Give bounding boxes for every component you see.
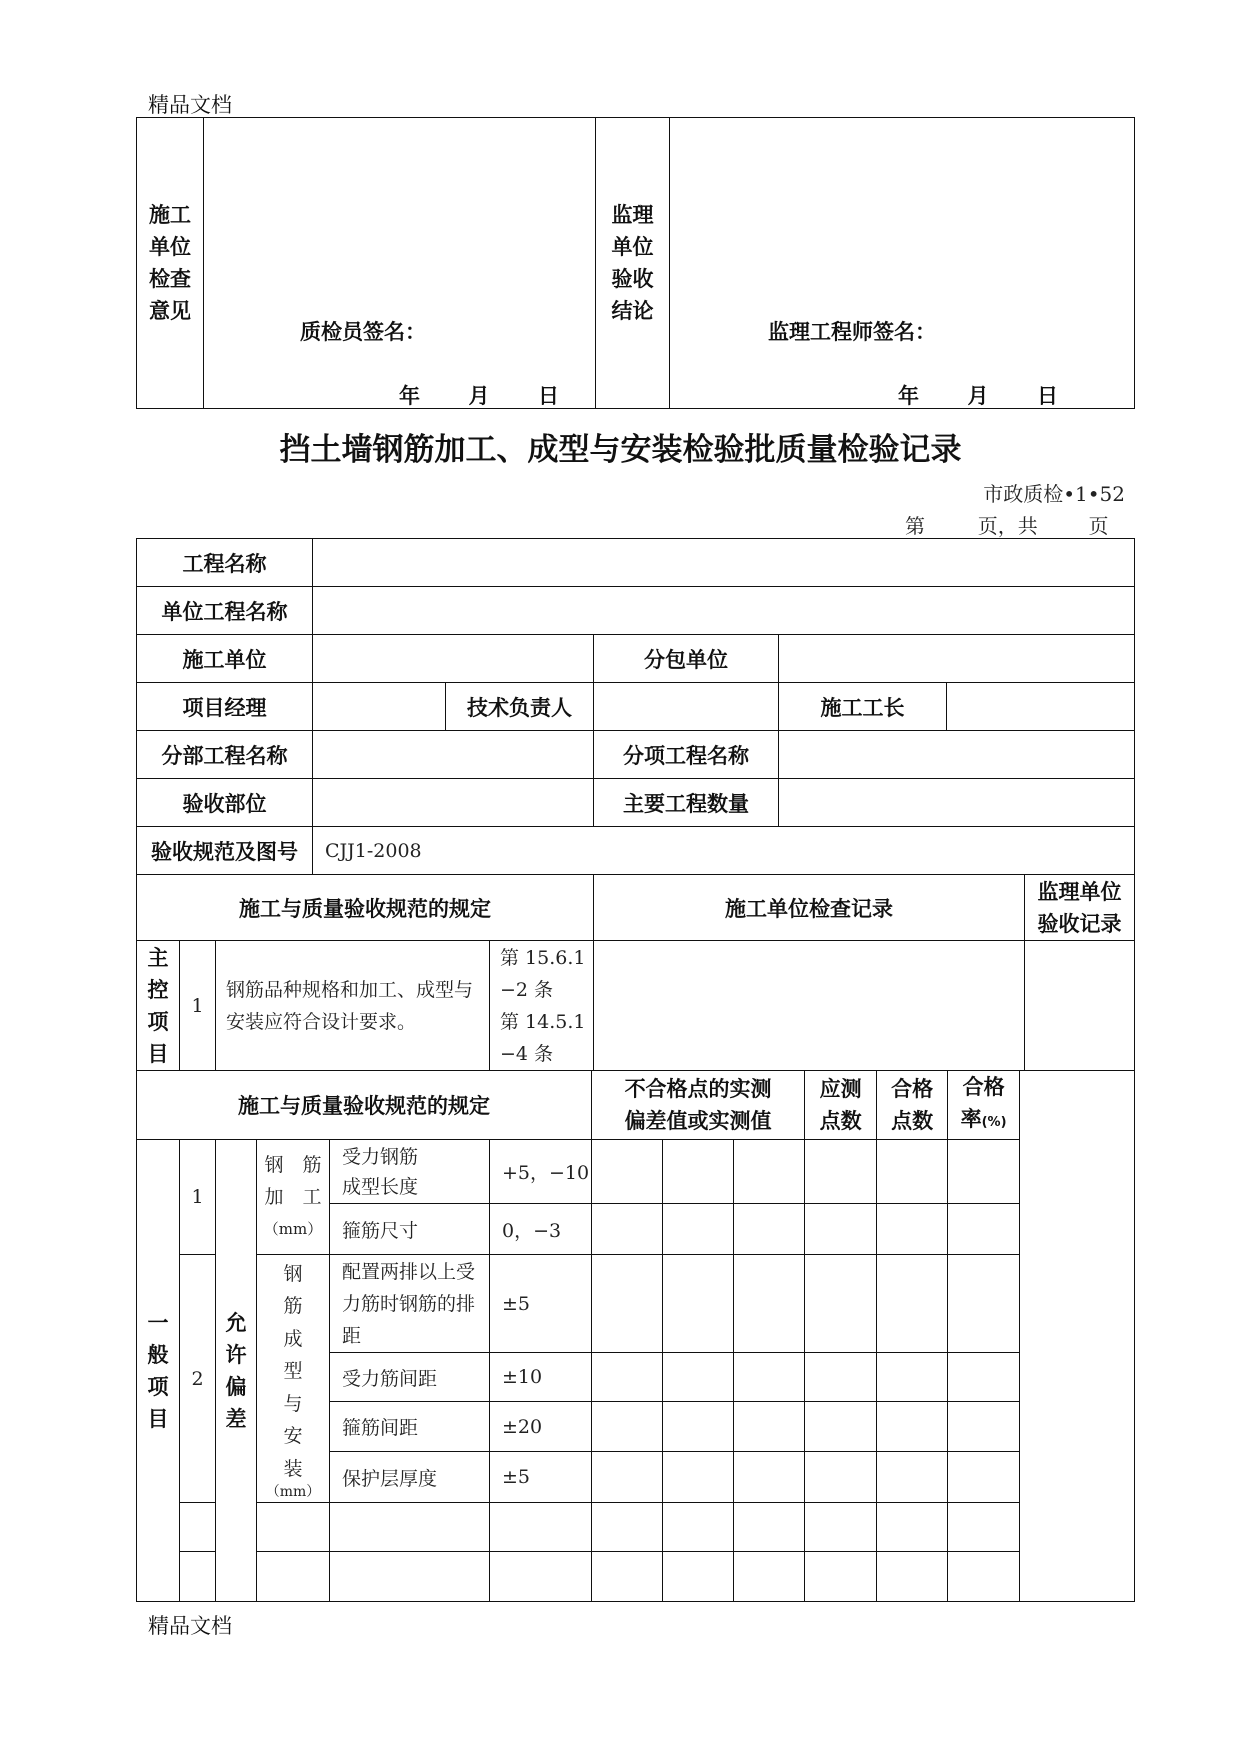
date-day: 日 (538, 384, 559, 408)
category-char: 一 (147, 1310, 169, 1335)
should-points-cell[interactable] (805, 1204, 877, 1255)
construction-unit-field[interactable] (313, 635, 594, 683)
pass-points-cell[interactable] (877, 1452, 948, 1503)
category-char: 项 (147, 1009, 169, 1034)
pass-rate-cell[interactable] (948, 1402, 1020, 1452)
tech-lead-label: 技术负责人 (446, 683, 594, 731)
header-line: 验收记录 (1037, 911, 1122, 936)
label-line: 加 工 (264, 1186, 322, 1208)
clause-line: −4 条 (500, 1042, 554, 1065)
pass-rate-cell[interactable] (948, 1503, 1020, 1552)
deviation-cell[interactable] (734, 1140, 805, 1204)
should-points-cell[interactable] (805, 1452, 877, 1503)
subcontract-unit-field[interactable] (779, 635, 1135, 683)
clause-line: 第 14.5.1 (500, 1010, 586, 1033)
header-line: 偏差值或实测值 (624, 1109, 772, 1133)
general-rule-header: 施工与质量验收规范的规定 (137, 1071, 592, 1140)
empty-label-cell[interactable] (257, 1552, 330, 1602)
general-items-table (136, 1070, 1135, 1602)
project-manager-field[interactable] (313, 683, 446, 731)
header-line: 点数 (819, 1109, 862, 1133)
pass-rate-cell[interactable] (948, 1552, 1020, 1602)
header-line: 点数 (891, 1109, 934, 1133)
general-supervision-field[interactable] (1020, 1071, 1135, 1602)
deviation-cell[interactable] (592, 1353, 663, 1402)
main-control-table (136, 874, 1135, 1071)
division-name-label: 分部工程名称 (137, 731, 313, 779)
main-control-content: 钢筋品种规格和加工、成型与安装应符合设计要求。 (216, 941, 490, 1071)
group1-no: 1 (180, 1140, 216, 1255)
category-char: 目 (147, 1406, 169, 1431)
right-date (898, 380, 1058, 410)
allowed-char: 差 (225, 1406, 247, 1431)
item-name (330, 1140, 490, 1204)
tech-lead-field[interactable] (594, 683, 779, 731)
label-char: 装 (283, 1457, 303, 1480)
page-di: 第 (905, 514, 925, 538)
date-day: 日 (1037, 384, 1058, 408)
watermark-bottom: 精品文档 (148, 1614, 232, 1638)
deviation-cell[interactable] (663, 1552, 734, 1602)
item-name-line: 力筋时钢筋的排 (342, 1292, 476, 1315)
clause-line: 第 15.6.1 (500, 946, 586, 969)
pass-points-header (877, 1071, 948, 1140)
item-name (330, 1255, 490, 1353)
qc-signature-label: 质检员签名： (300, 320, 426, 344)
main-control-supervision-field[interactable] (1025, 941, 1135, 1071)
pass-points-cell[interactable] (877, 1204, 948, 1255)
spec-value[interactable]: CJJ1-2008 (313, 827, 1135, 875)
pass-points-cell[interactable] (877, 1140, 948, 1204)
supervision-conclusion-field[interactable] (670, 118, 1135, 409)
label-char: （mm） (265, 1484, 321, 1501)
item-tolerance: ±5 (490, 1255, 592, 1353)
watermark-top: 精品文档 (148, 93, 232, 117)
pass-rate-cell[interactable] (948, 1140, 1020, 1204)
item-name-line: 成型长度 (342, 1175, 419, 1198)
construction-unit-label: 施工单位 (137, 635, 313, 683)
info-table (136, 538, 1135, 875)
pass-points-cell[interactable] (877, 1552, 948, 1602)
project-manager-label: 项目经理 (137, 683, 313, 731)
category-char: 目 (147, 1041, 169, 1066)
header-line: 合格 (891, 1077, 934, 1101)
should-points-cell[interactable] (805, 1353, 877, 1402)
construction-opinion-field[interactable] (204, 118, 596, 409)
label-char: 成 (283, 1327, 303, 1350)
item-name-line: 距 (342, 1324, 362, 1347)
category-char: 控 (147, 977, 169, 1002)
supervision-conclusion-label (596, 118, 670, 409)
deviation-cell[interactable] (734, 1353, 805, 1402)
allowed-deviation-label (216, 1140, 257, 1602)
unit-project-name-label: 单位工程名称 (137, 587, 313, 635)
engineer-signature-label: 监理工程师签名： (768, 320, 936, 344)
should-points-cell[interactable] (805, 1552, 877, 1602)
empty-tolerance-cell[interactable] (490, 1552, 592, 1602)
item-name: 受力筋间距 (330, 1353, 490, 1402)
acceptance-part-field[interactable] (313, 779, 594, 827)
header-line: 监理单位 (1037, 879, 1122, 904)
page-info (905, 510, 1108, 539)
construction-opinion-label (137, 118, 204, 409)
category-char: 主 (147, 945, 169, 970)
header-line: 合格 (962, 1075, 1005, 1099)
item-name-line: 配置两排以上受 (342, 1260, 476, 1283)
subitem-name-field[interactable] (779, 731, 1135, 779)
empty-label-cell[interactable] (257, 1503, 330, 1552)
allowed-char: 偏 (225, 1374, 247, 1399)
item-tolerance: ±20 (490, 1402, 592, 1452)
deviation-cell[interactable] (663, 1353, 734, 1402)
item-name: 箍筋间距 (330, 1402, 490, 1452)
deviation-cell[interactable] (592, 1402, 663, 1452)
division-name-field[interactable] (313, 731, 594, 779)
deviation-cell[interactable] (663, 1402, 734, 1452)
main-supervision-header (1025, 875, 1135, 941)
group1-label (257, 1140, 330, 1255)
deviation-cell[interactable] (592, 1140, 663, 1204)
deviation-cell[interactable] (734, 1503, 805, 1552)
project-name-field[interactable] (313, 539, 1135, 587)
label-line: 单位 (611, 235, 654, 259)
item-tolerance: ±10 (490, 1353, 592, 1402)
empty-no-cell[interactable] (180, 1552, 216, 1602)
empty-tolerance-cell[interactable] (490, 1503, 592, 1552)
deviation-cell[interactable] (734, 1204, 805, 1255)
deviation-cell[interactable] (663, 1452, 734, 1503)
empty-no-cell[interactable] (180, 1503, 216, 1552)
item-tolerance: +5，−10 (490, 1140, 592, 1204)
deviation-cell[interactable] (734, 1255, 805, 1353)
pass-rate-cell[interactable] (948, 1353, 1020, 1402)
item-name-line: 受力钢筋 (342, 1145, 419, 1168)
deviation-cell[interactable] (592, 1552, 663, 1602)
main-control-no: 1 (180, 941, 216, 1071)
main-quantity-field[interactable] (779, 779, 1135, 827)
item-name: 保护层厚度 (330, 1452, 490, 1503)
left-date (399, 380, 559, 410)
date-month: 月 (967, 384, 989, 408)
date-year: 年 (399, 384, 420, 408)
label-char: 型 (283, 1360, 303, 1383)
spec-label: 验收规范及图号 (137, 827, 313, 875)
acceptance-part-label: 验收部位 (137, 779, 313, 827)
page-ye: 页 (1088, 514, 1109, 538)
deviation-cell[interactable] (734, 1452, 805, 1503)
should-points-cell[interactable] (805, 1402, 877, 1452)
pass-rate-cell[interactable] (948, 1255, 1020, 1353)
subcontract-unit-label: 分包单位 (594, 635, 779, 683)
deviation-cell[interactable] (663, 1255, 734, 1353)
pass-points-cell[interactable] (877, 1402, 948, 1452)
label-line: 钢 筋 (264, 1154, 322, 1176)
pass-rate-cell[interactable] (948, 1204, 1020, 1255)
allowed-char: 许 (225, 1342, 247, 1367)
date-year: 年 (898, 384, 919, 408)
allowed-char: 允 (225, 1310, 247, 1335)
deviation-cell[interactable] (592, 1255, 663, 1353)
label-line: 验收 (611, 267, 654, 291)
header-line: 应测 (819, 1077, 862, 1101)
group2-no: 2 (180, 1255, 216, 1503)
deviation-cell[interactable] (592, 1452, 663, 1503)
deviation-cell[interactable] (663, 1503, 734, 1552)
category-char: 般 (147, 1342, 169, 1367)
item-tolerance: ±5 (490, 1452, 592, 1503)
deviation-cell[interactable] (734, 1552, 805, 1602)
main-quantity-label: 主要工程数量 (594, 779, 779, 827)
document-title: 挡土墙钢筋加工、成型与安装检验批质量检验记录 (279, 432, 962, 468)
general-category (137, 1140, 180, 1602)
deviation-cell[interactable] (592, 1503, 663, 1552)
label-line: （mm） (263, 1220, 323, 1238)
deviation-cell[interactable] (663, 1140, 734, 1204)
unit-project-name-field[interactable] (313, 587, 1135, 635)
main-control-clauses (490, 941, 594, 1071)
header-line: 率 (960, 1107, 982, 1131)
group2-label (257, 1255, 330, 1503)
label-line: 施工 (149, 203, 191, 227)
main-control-record-field[interactable] (594, 941, 1025, 1071)
empty-item-cell[interactable] (330, 1503, 490, 1552)
project-name-label: 工程名称 (137, 539, 313, 587)
deviation-cell[interactable] (592, 1204, 663, 1255)
should-points-cell[interactable] (805, 1503, 877, 1552)
pass-points-cell[interactable] (877, 1353, 948, 1402)
pass-points-cell[interactable] (877, 1503, 948, 1552)
subitem-name-label: 分项工程名称 (594, 731, 779, 779)
clause-line: −2 条 (500, 978, 554, 1001)
label-line: 检查 (149, 267, 191, 291)
label-line: 意见 (149, 299, 191, 323)
label-line: 结论 (611, 299, 654, 323)
should-points-cell[interactable] (805, 1140, 877, 1204)
signature-section (136, 117, 1135, 409)
empty-item-cell[interactable] (330, 1552, 490, 1602)
date-month: 月 (468, 384, 490, 408)
item-name: 箍筋尺寸 (330, 1204, 490, 1255)
foreman-label: 施工工长 (779, 683, 947, 731)
header-line: 不合格点的实测 (624, 1077, 772, 1101)
should-points-header (805, 1071, 877, 1140)
main-record-header: 施工单位检查记录 (594, 875, 1025, 941)
label-char: 安 (283, 1425, 303, 1448)
deviation-header (592, 1071, 805, 1140)
deviation-cell[interactable] (734, 1402, 805, 1452)
label-char: 筋 (283, 1295, 303, 1318)
pass-points-cell[interactable] (877, 1255, 948, 1353)
item-tolerance: 0，−3 (490, 1204, 592, 1255)
label-char: 钢 (283, 1262, 303, 1285)
category-char: 项 (147, 1374, 169, 1399)
main-control-category (137, 941, 180, 1071)
pass-rate-cell[interactable] (948, 1452, 1020, 1503)
pass-rate-unit: (%) (981, 1115, 1007, 1130)
label-line: 单位 (149, 235, 191, 259)
main-rule-header: 施工与质量验收规范的规定 (137, 875, 594, 941)
foreman-field[interactable] (947, 683, 1135, 731)
page-ye-gong: 页，共 (977, 514, 1038, 538)
label-char: 与 (283, 1392, 303, 1415)
deviation-cell[interactable] (663, 1204, 734, 1255)
pass-rate-header (948, 1071, 1020, 1140)
form-code: 市政质检•1•52 (983, 482, 1125, 506)
should-points-cell[interactable] (805, 1255, 877, 1353)
label-line: 监理 (611, 203, 654, 227)
